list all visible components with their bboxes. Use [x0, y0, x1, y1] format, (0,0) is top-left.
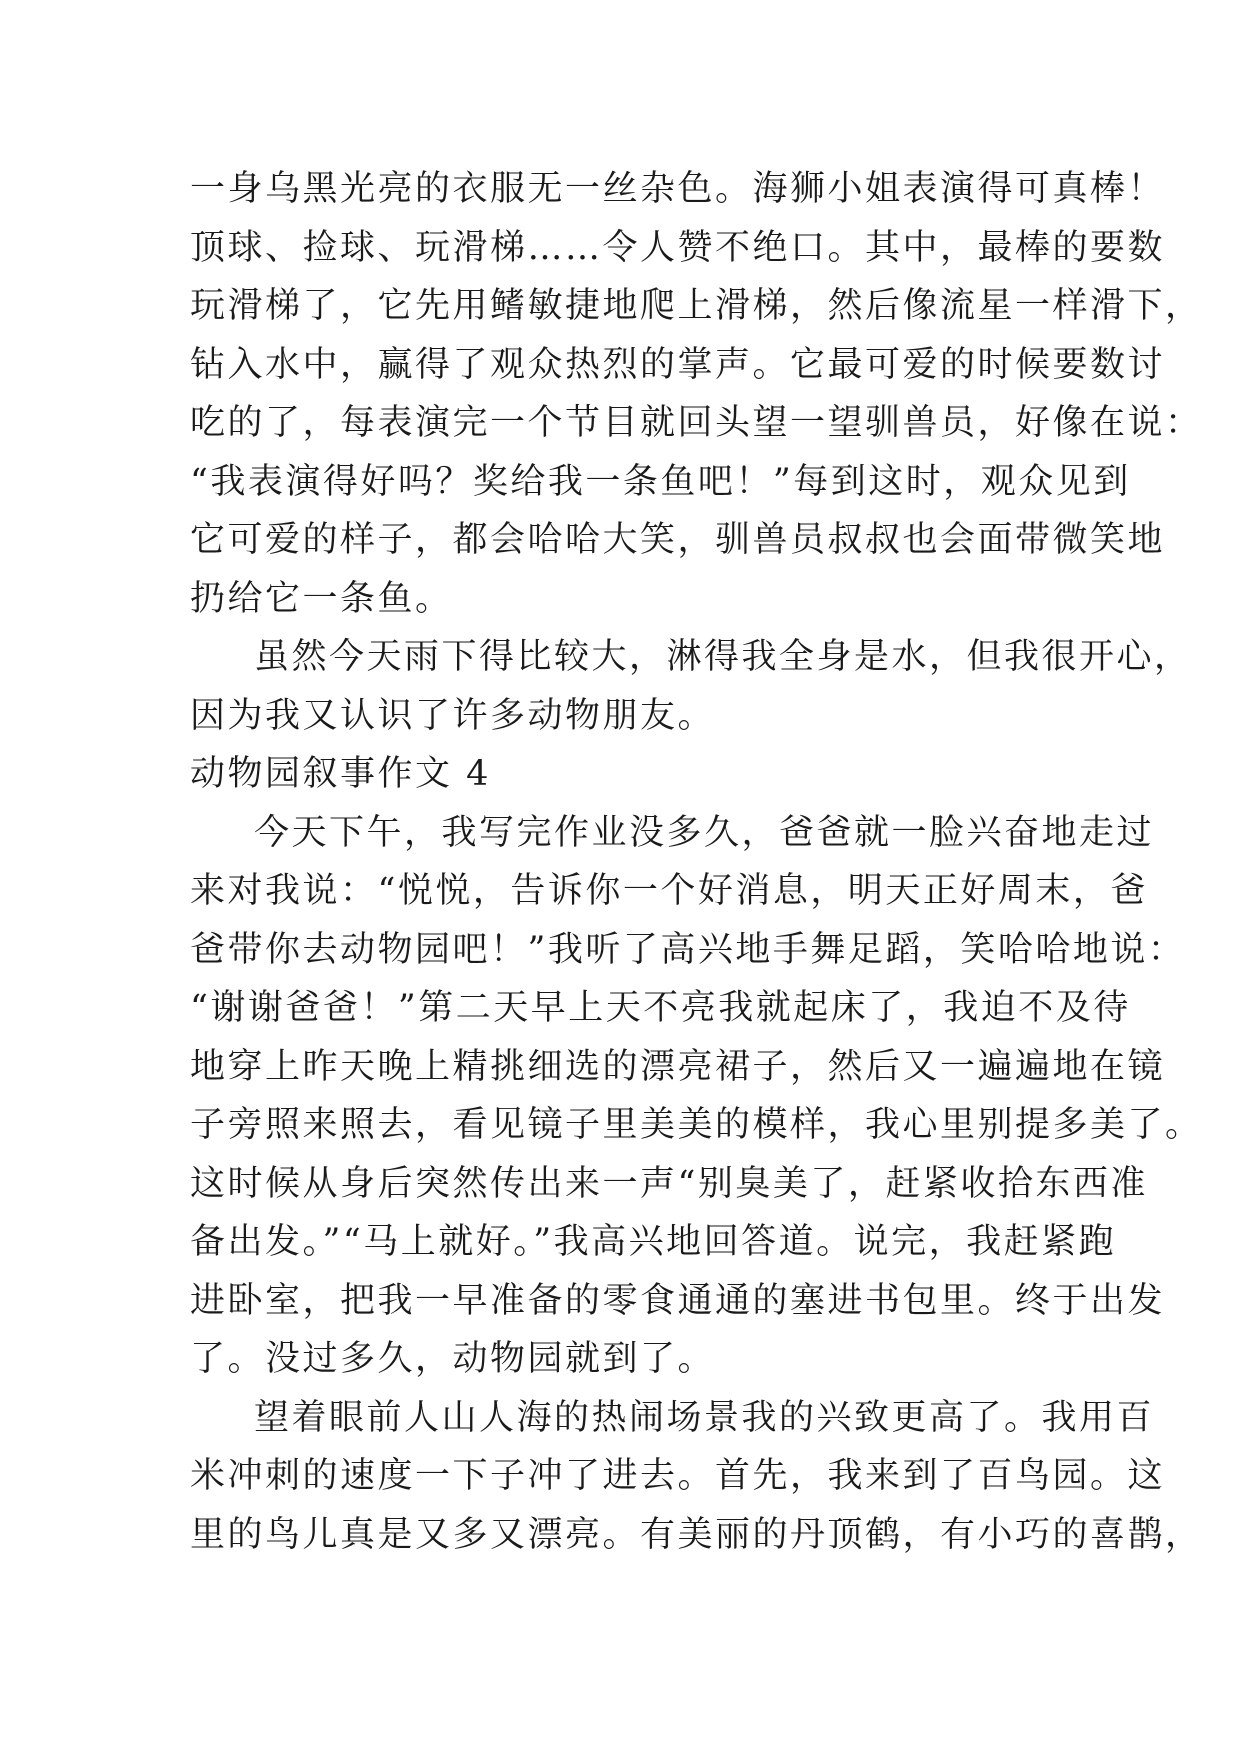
text-line: 玩滑梯了，它先用鳍敏捷地爬上滑梯，然后像流星一样滑下，	[190, 286, 1203, 326]
text-line: 米冲刺的速度一下子冲了进去。首先，我来到了百鸟园。这	[190, 1456, 1166, 1496]
text-line: 因为我又认识了许多动物朋友。	[190, 695, 716, 736]
text-line: 来对我说：“悦悦，告诉你一个好消息，明天正好周末，爸	[190, 871, 1148, 911]
text-line: 里的鸟儿真是又多又漂亮。有美丽的丹顶鹤，有小巧的喜鹊，	[190, 1514, 1203, 1555]
text-line: 吃的了，每表演完一个节目就回头望一望驯兽员，好像在说：	[190, 403, 1203, 443]
text-line: 钻入水中，赢得了观众热烈的掌声。它最可爱的时候要数讨	[190, 344, 1166, 385]
text-line: 备出发。”“马上就好。”我高兴地回答道。说完，我赶紧跑	[190, 1222, 1117, 1262]
text-line: 它可爱的样子，都会哈哈大笑，驯兽员叔叔也会面带微笑地	[190, 520, 1166, 560]
paragraph-start-line: 虽然今天雨下得比较大，淋得我全身是水，但我很开心，	[254, 637, 1192, 677]
paragraph-start-line: 望着眼前人山人海的热闹场景我的兴致更高了。我用百	[254, 1397, 1155, 1438]
text-line: 一身乌黑光亮的衣服无一丝杂色。海狮小姐表演得可真棒！	[190, 169, 1166, 209]
essay-text	[190, 160, 1203, 1564]
section-heading: 动物园叙事作文 4	[190, 754, 491, 794]
text-line: 进卧室，把我一早准备的零食通通的塞进书包里。终于出发	[190, 1280, 1166, 1321]
text-line: “谢谢爸爸！”第二天早上天不亮我就起床了，我迫不及待	[190, 988, 1131, 1028]
text-line: 了。没过多久，动物园就到了。	[190, 1339, 716, 1379]
text-line: 地穿上昨天晚上精挑细选的漂亮裙子，然后又一遍遍地在镜	[190, 1046, 1166, 1087]
text-line: “我表演得好吗？奖给我一条鱼吧！”每到这时，观众见到	[190, 461, 1131, 502]
text-line: 扔给它一条鱼。	[190, 578, 453, 619]
text-line: 顶球、捡球、玩滑梯……令人赞不绝口。其中，最棒的要数	[190, 227, 1166, 268]
text-line: 子旁照来照去，看见镜子里美美的模样，我心里别提多美了。	[190, 1105, 1203, 1145]
text-line: 这时候从身后突然传出来一声“别臭美了，赶紧收拾东西准	[190, 1163, 1148, 1204]
paragraph-start-line: 今天下午，我写完作业没多久，爸爸就一脸兴奋地走过	[254, 812, 1155, 853]
text-line: 爸带你去动物园吧！”我听了高兴地手舞足蹈，笑哈哈地说：	[190, 929, 1186, 970]
